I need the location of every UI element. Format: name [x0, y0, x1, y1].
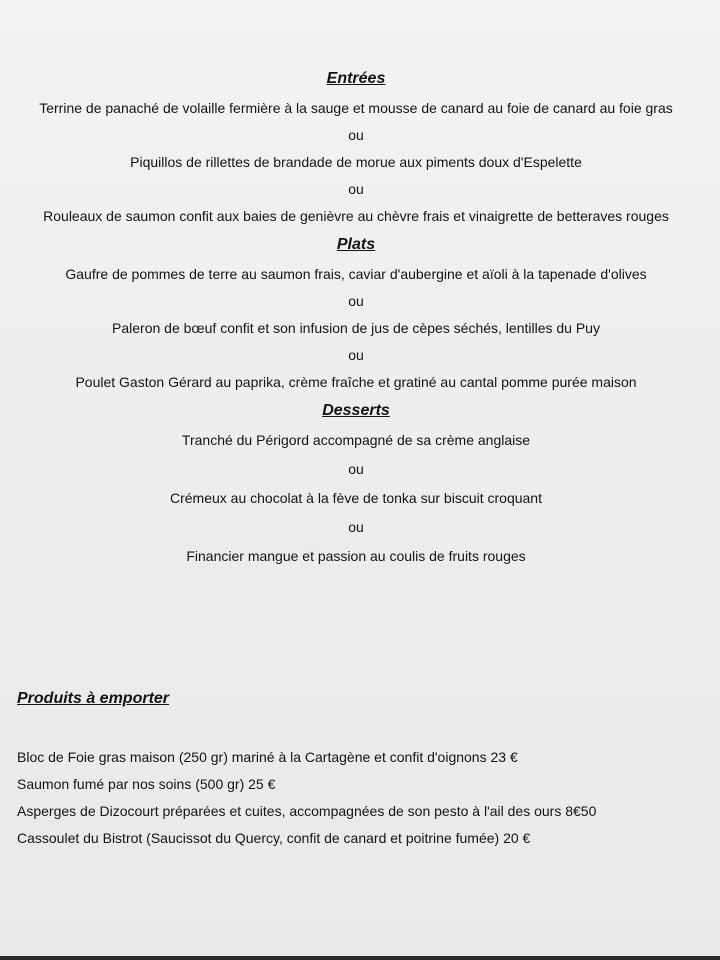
separator-ou: ou [348, 127, 364, 143]
plat-item: Poulet Gaston Gérard au paprika, crème fraîche et gratiné au cantal pomme purée maison [75, 374, 637, 390]
dessert-item: Tranché du Périgord accompagné de sa crème anglaise [181, 432, 531, 448]
takeaway-item: Saumon fumé par nos soins (500 gr) 25 € [17, 776, 276, 792]
takeaway-title: Produits à emporter [17, 690, 170, 707]
separator-ou: ou [348, 293, 364, 309]
paper-bottom-edge [0, 956, 720, 960]
plat-item: Gaufre de pommes de terre au saumon frais, caviar d'aubergine et aïoli à la tapenade d'olives [65, 266, 647, 282]
takeaway-list [17, 748, 707, 856]
entree-item: Terrine de panaché de volaille fermière à la sauge et mousse de canard au foie de canard au foie gras [39, 100, 673, 116]
entree-item: Piquillos de rillettes de brandade de morue aux piments doux d'Espelette [130, 154, 582, 170]
entree-item: Rouleaux de saumon confit aux baies de genièvre au chèvre frais et vinaigrette de betteraves rouges [43, 208, 669, 224]
takeaway-section [17, 688, 707, 856]
dessert-item: Financier mangue et passion au coulis de fruits rouges [186, 548, 526, 564]
menu-section [0, 68, 712, 565]
dessert-item: Crémeux au chocolat à la fève de tonka sur biscuit croquant [170, 490, 542, 506]
separator-ou: ou [348, 347, 364, 363]
section-title-entrees: Entrées [326, 70, 386, 87]
separator-ou: ou [348, 461, 364, 477]
separator-ou: ou [348, 519, 364, 535]
separator-ou: ou [348, 181, 364, 197]
section-title-desserts: Desserts [322, 402, 390, 419]
takeaway-item: Bloc de Foie gras maison (250 gr) mariné à la Cartagène et confit d'oignons 23 € [17, 749, 518, 765]
section-title-plats: Plats [336, 236, 376, 253]
takeaway-item: Asperges de Dizocourt préparées et cuites, accompagnées de son pesto à l'ail des ours 8€50 [17, 803, 597, 819]
plat-item: Paleron de bœuf confit et son infusion de jus de cèpes séchés, lentilles du Puy [112, 320, 600, 336]
takeaway-item: Cassoulet du Bistrot (Saucissot du Quercy, confit de canard et poitrine fumée) 20 € [17, 830, 531, 846]
